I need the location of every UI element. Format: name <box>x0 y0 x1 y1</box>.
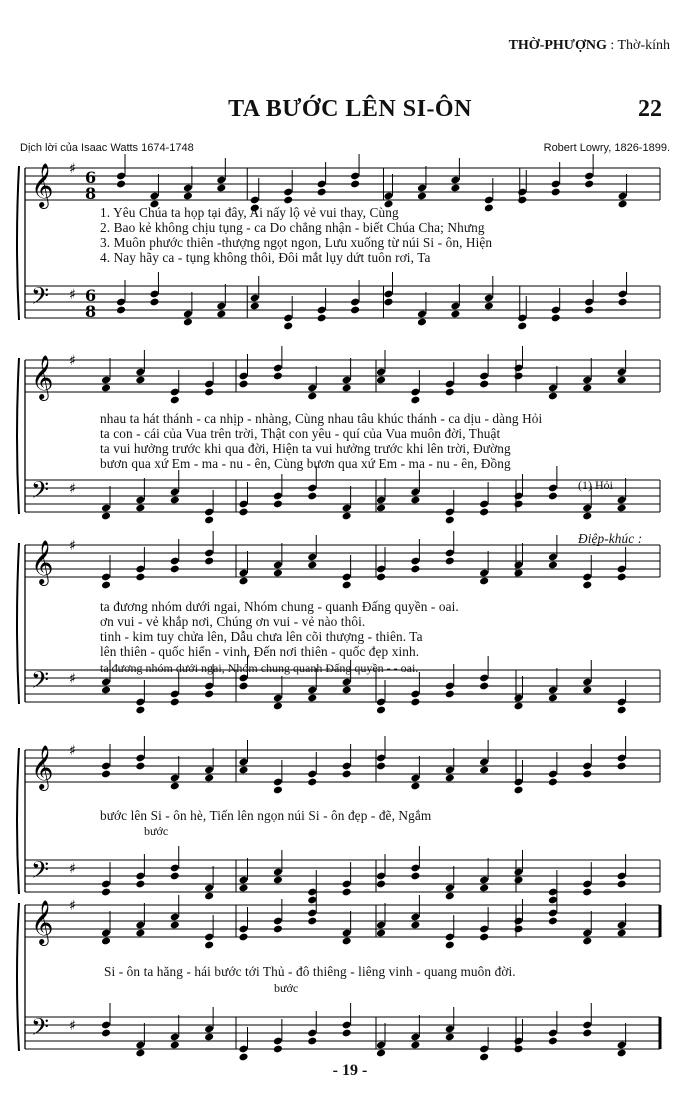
notehead <box>170 396 180 405</box>
notehead <box>170 782 180 791</box>
notehead <box>307 561 317 570</box>
bass-lyric-line-3: ta đương nhóm dưới ngai, Nhóm chung quanh Đấng quyền - - oai. <box>100 661 419 675</box>
bass-clef: 𝄢 <box>31 856 50 889</box>
notehead <box>342 937 352 946</box>
refrain-line-2: Si - ôn ta hăng - hái bước tới Thủ - đô thiêng - liêng vinh - quang muôn đời. <box>104 964 516 979</box>
notehead <box>513 569 523 578</box>
notehead <box>410 782 420 791</box>
notehead <box>548 778 558 787</box>
notehead <box>238 1053 248 1062</box>
notehead <box>617 929 627 938</box>
notehead <box>383 298 393 307</box>
notehead <box>618 200 628 209</box>
system-brace <box>17 166 19 320</box>
notehead <box>582 512 592 521</box>
notehead <box>273 925 283 934</box>
bass-clef: 𝄢 <box>31 476 50 509</box>
time-signature-bottom: 8 <box>85 302 97 321</box>
notehead <box>135 376 145 385</box>
notehead <box>116 180 126 189</box>
header-category: THỜ-PHƯỢNG : Thờ-kính <box>508 38 670 53</box>
key-signature-sharp: ♯ <box>69 481 76 497</box>
notehead <box>417 318 427 327</box>
notehead <box>376 762 386 771</box>
notehead <box>342 581 352 590</box>
notehead <box>617 762 627 771</box>
notehead <box>376 504 386 513</box>
notehead <box>238 884 248 893</box>
notehead <box>350 180 360 189</box>
notehead <box>204 690 214 699</box>
notehead <box>135 504 145 513</box>
time-signature-top: 6 <box>85 286 97 305</box>
notehead <box>479 884 489 893</box>
notehead <box>204 1033 214 1042</box>
notehead <box>307 917 317 926</box>
bass-clef: 𝄢 <box>31 1013 50 1046</box>
verse-1-line-2: nhau ta hát thánh - ca nhịp - nhàng, Cùng nhau tâu khúc thánh - ca dịu - dàng Hỏi <box>100 411 543 426</box>
key-signature-sharp: ♯ <box>69 861 76 877</box>
notehead <box>342 384 352 393</box>
notehead <box>445 941 455 950</box>
notehead <box>307 492 317 501</box>
notehead <box>204 774 214 783</box>
notehead <box>149 298 159 307</box>
notehead <box>238 380 248 389</box>
notehead <box>417 192 427 201</box>
notehead <box>342 770 352 779</box>
key-signature-sharp: ♯ <box>69 898 76 914</box>
notehead <box>135 573 145 582</box>
notehead <box>238 508 248 517</box>
notehead <box>101 686 111 695</box>
bass-clef: 𝄢 <box>31 282 50 315</box>
system-brace <box>17 543 19 704</box>
verse-1-line-1: 1. Yêu Chúa ta họp tại đây, Ai nấy lộ vẻ vui thay, Cùng <box>100 205 399 220</box>
verse-1-line-3: ta đương nhóm dưới ngai, Nhóm chung - quanh Đấng quyền - oai. <box>100 599 459 614</box>
notehead <box>101 770 111 779</box>
bass-lyric-line-4: bước <box>144 824 169 838</box>
verse-2-line-2: ta con - cái của Vua trên trời, Thật con yêu - quí của Vua muôn đời, Thuật <box>100 426 501 441</box>
notehead <box>582 581 592 590</box>
notehead <box>238 766 248 775</box>
notehead <box>216 184 226 193</box>
notehead <box>517 322 527 331</box>
notehead <box>273 569 283 578</box>
notehead <box>584 306 594 315</box>
notehead <box>342 888 352 897</box>
time-signature-top: 6 <box>85 168 97 187</box>
notehead <box>376 573 386 582</box>
notehead <box>410 396 420 405</box>
notehead <box>204 941 214 950</box>
notehead <box>582 686 592 695</box>
key-signature-sharp: ♯ <box>69 287 76 303</box>
notehead <box>283 322 293 331</box>
notehead <box>376 706 386 715</box>
notehead <box>513 876 523 885</box>
key-signature-sharp: ♯ <box>69 353 76 369</box>
notehead <box>342 686 352 695</box>
notehead <box>170 921 180 930</box>
notehead <box>273 786 283 795</box>
notehead <box>101 384 111 393</box>
notehead <box>101 1029 111 1038</box>
notehead <box>376 376 386 385</box>
system-brace <box>17 903 19 1051</box>
page-footer: - 19 - <box>332 1062 368 1079</box>
notehead <box>273 372 283 381</box>
notehead <box>101 512 111 521</box>
notehead <box>204 388 214 397</box>
notehead <box>445 1033 455 1042</box>
notehead <box>513 500 523 509</box>
key-signature-sharp: ♯ <box>69 538 76 554</box>
notehead <box>551 314 561 323</box>
notehead <box>445 557 455 566</box>
treble-clef: 𝄞 <box>31 355 54 399</box>
notehead <box>342 1029 352 1038</box>
notehead <box>204 516 214 525</box>
notehead <box>479 1053 489 1062</box>
notehead <box>238 577 248 586</box>
system-brace <box>17 748 19 894</box>
notehead <box>617 706 627 715</box>
treble-clef: 𝄞 <box>31 163 54 207</box>
key-signature-sharp: ♯ <box>69 161 76 177</box>
key-signature-sharp: ♯ <box>69 1018 76 1034</box>
notehead <box>450 184 460 193</box>
notehead <box>513 925 523 934</box>
verse-3-line-3: tinh - kim tuy chửa lên, Dẫu chưa lên cõi thượng - thiên. Ta <box>100 629 423 644</box>
notehead <box>101 581 111 590</box>
refrain-label: Điệp-khúc : <box>578 531 643 546</box>
notehead <box>204 557 214 566</box>
notehead <box>445 516 455 525</box>
notehead <box>307 778 317 787</box>
notehead <box>479 682 489 691</box>
verse-4-line-2: bươn qua xứ Em - ma - nu - ên, Cùng bươn qua xứ Em - ma - nu - ên, Đồng <box>100 456 511 471</box>
notehead <box>342 512 352 521</box>
notehead <box>445 690 455 699</box>
notehead <box>513 1045 523 1054</box>
notehead <box>617 573 627 582</box>
bass-clef: 𝄢 <box>31 666 50 699</box>
notehead <box>410 565 420 574</box>
music-credit: Robert Lowry, 1826-1899. <box>543 142 670 154</box>
notehead <box>445 892 455 901</box>
notehead <box>273 1045 283 1054</box>
verse-3-line-2: ta vui hưởng trước khi qua đời, Hiện ta vui hưởng trước khi lên trời, Đường <box>100 441 511 456</box>
notehead <box>317 188 327 197</box>
notehead <box>135 880 145 889</box>
notehead <box>135 1049 145 1058</box>
notehead <box>548 561 558 570</box>
notehead <box>548 1037 558 1046</box>
notehead <box>101 937 111 946</box>
notehead <box>617 504 627 513</box>
verse-3-line-1: 3. Muôn phước thiên -thượng ngọt ngon, Lưu xuống từ núi Si - ôn, Hiện <box>100 235 493 250</box>
notehead <box>410 1041 420 1050</box>
notehead <box>116 306 126 315</box>
notehead <box>283 196 293 205</box>
verse-2-line-1: 2. Bao kẻ không chịu tụng - ca Do chẳng nhận - biết Chúa Cha; Nhưng <box>100 220 485 235</box>
notehead <box>183 192 193 201</box>
notehead <box>484 204 494 213</box>
notehead <box>238 682 248 691</box>
notehead <box>548 694 558 703</box>
notehead <box>513 372 523 381</box>
bass-lyric-line-5: bước <box>274 981 299 995</box>
notehead <box>410 496 420 505</box>
notehead <box>170 698 180 707</box>
notehead <box>317 314 327 323</box>
notehead <box>170 1041 180 1050</box>
system-brace <box>17 358 19 514</box>
notehead <box>307 392 317 401</box>
notehead <box>216 310 226 319</box>
notehead <box>582 384 592 393</box>
notehead <box>484 302 494 311</box>
notehead <box>551 188 561 197</box>
notehead <box>617 376 627 385</box>
notehead <box>170 872 180 881</box>
verse-4-line-3: lên thiên - quốc hiển - vinh, Đến nơi thiên - quốc đẹp xinh. <box>100 644 420 659</box>
key-signature-sharp: ♯ <box>69 743 76 759</box>
notehead <box>273 702 283 711</box>
notehead <box>479 577 489 586</box>
treble-clef: 𝄞 <box>31 900 54 944</box>
notehead <box>513 786 523 795</box>
notehead <box>479 766 489 775</box>
time-signature-bottom: 8 <box>85 184 97 203</box>
notehead <box>479 380 489 389</box>
refrain-line-1: bước lên Si - ôn hè, Tiến lên ngọn núi Si - ôn đẹp - đẽ, Ngắm <box>100 808 432 823</box>
notehead <box>548 392 558 401</box>
notehead <box>410 698 420 707</box>
notehead <box>479 933 489 942</box>
lyrics-credit: Dịch lời của Isaac Watts 1674-1748 <box>20 142 194 154</box>
notehead <box>445 774 455 783</box>
notehead <box>445 388 455 397</box>
notehead <box>376 929 386 938</box>
notehead <box>135 762 145 771</box>
notehead <box>135 929 145 938</box>
notehead <box>548 917 558 926</box>
notehead <box>617 880 627 889</box>
treble-clef: 𝄞 <box>31 540 54 584</box>
key-signature-sharp: ♯ <box>69 671 76 687</box>
notehead <box>273 500 283 509</box>
notehead <box>204 892 214 901</box>
notehead <box>410 921 420 930</box>
notehead <box>410 872 420 881</box>
notehead <box>250 302 260 311</box>
notehead <box>376 1049 386 1058</box>
notehead <box>582 1029 592 1038</box>
notehead <box>584 180 594 189</box>
notehead <box>238 933 248 942</box>
notehead <box>450 310 460 319</box>
verse-4-line-1: 4. Nay hãy ca - tụng không thôi, Đôi mắt lụy dứt tuôn rơi, Ta <box>100 250 431 265</box>
notehead <box>517 196 527 205</box>
notehead <box>479 508 489 517</box>
notehead <box>618 298 628 307</box>
treble-clef: 𝄞 <box>31 745 54 789</box>
notehead <box>170 565 180 574</box>
notehead <box>582 888 592 897</box>
notehead <box>273 876 283 885</box>
notehead <box>582 937 592 946</box>
notehead <box>101 888 111 897</box>
notehead <box>582 770 592 779</box>
notehead <box>307 694 317 703</box>
notehead <box>170 496 180 505</box>
notehead <box>307 1037 317 1046</box>
verse-2-line-3: ơn vui - vẻ khắp nơi, Chúng ơn vui - vẻ nào thôi. <box>100 614 366 629</box>
hymn-title: TA BƯỚC LÊN SI-ÔN <box>228 96 472 122</box>
notehead <box>617 1049 627 1058</box>
notehead <box>183 318 193 327</box>
side-note: (1) Hỏi <box>578 478 613 492</box>
notehead <box>548 492 558 501</box>
hymn-number: 22 <box>638 96 662 122</box>
notehead <box>376 880 386 889</box>
notehead <box>513 702 523 711</box>
notehead <box>350 306 360 315</box>
notehead <box>135 706 145 715</box>
